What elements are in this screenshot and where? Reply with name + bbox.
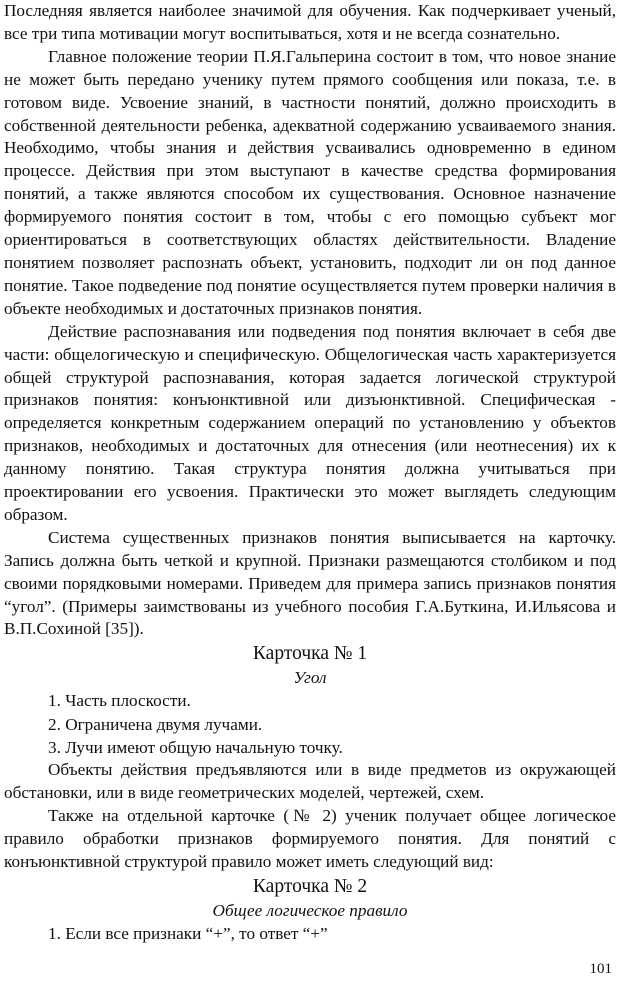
card-1-item-1: 1. Часть плоскости. <box>48 691 191 711</box>
paragraph-intro: Последняя является наиболее значимой для обучения. Как подчеркивает ученый, все три типа мотивации могут воспитываться, хотя и не всегда сознательно. <box>4 1 616 43</box>
card-1-subtitle: Угол <box>293 668 327 688</box>
card-2-subtitle: Общее логическое правило <box>212 900 408 920</box>
document-page <box>4 0 616 945</box>
card-1-title: Карточка № 1 <box>252 643 368 665</box>
card-2-item-1: 1. Если все признаки “+”, то ответ “+” <box>48 923 328 943</box>
paragraph-card-system: Система существенных признаков понятия выписывается на карточку. Запись должна быть четкой и крупной. Признаки размещаются столбиком и под своими порядковыми номерами. Приведем для примера запись признаков понятия “угол”. (Примеры заимствованы из учебного пособия Г.А.Буткина, И.Ильясова и В.П.Сохиной [35]). <box>4 527 616 639</box>
page-number: 101 <box>589 961 612 977</box>
paragraph-recognition-action: Действие распознавания или подведения под понятия включает в себя две части: общелогическую и специфическую. Общелогическая часть характеризуется общей структурой распознавания, которая задается логической структурой признаков понятия: конъюнктивной или дизъюнктивной. Специфическая - определяется конкретным содержанием операций по установлению у объектов признаков, необходимых и достаточных для отнесения (или неотнесения) их к данному понятию. Такая структура понятия должна учитываться при проектировании его усвоения. Практически это может выглядеть следующим образом. <box>4 321 616 524</box>
card-2-title: Карточка № 2 <box>252 875 368 897</box>
paragraph-objects: Объекты действия предъявляются или в виде предметов из окружающей обстановки, или в виде геометрических моделей, чертежей, схем. <box>4 759 616 802</box>
card-1-item-3: 3. Лучи имеют общую начальную точку. <box>48 737 343 757</box>
paragraph-logical-rule: Также на отдельной карточке (№ 2) ученик получает общее логическое правило обработки признаков формируемого понятия. Для понятий с конъюнктивной структурой правило может иметь следующий вид: <box>4 805 616 871</box>
card-1 <box>4 641 616 759</box>
card-2 <box>4 874 616 945</box>
paragraph-galperin-theory: Главное положение теории П.Я.Гальперина состоит в том, что новое знание не может быть передано ученику путем прямого сообщения или показа, т.е. в готовом виде. Усвоение знаний, в частности понятий, должно происходить в собственной деятельности ребенка, адекватной содержанию усваиваемого знания. Необходимо, чтобы знания и действия усваивались одновременно в едином процессе. Действия при этом выступают в качестве средства формирования понятий, а также являются способом их существования. Основное назначение формируемого понятия состоит в том, чтобы с его помощью субъект мог ориентироваться в соответствующих областях действительности. Владение понятием позволяет распознать объект, установить, подходит ли он под данное понятие. Такое подведение под понятие осуществляется путем проверки наличия в объекте необходимых и достаточных признаков понятия. <box>4 46 616 318</box>
card-1-item-2: 2. Ограничена двумя лучами. <box>48 714 263 734</box>
